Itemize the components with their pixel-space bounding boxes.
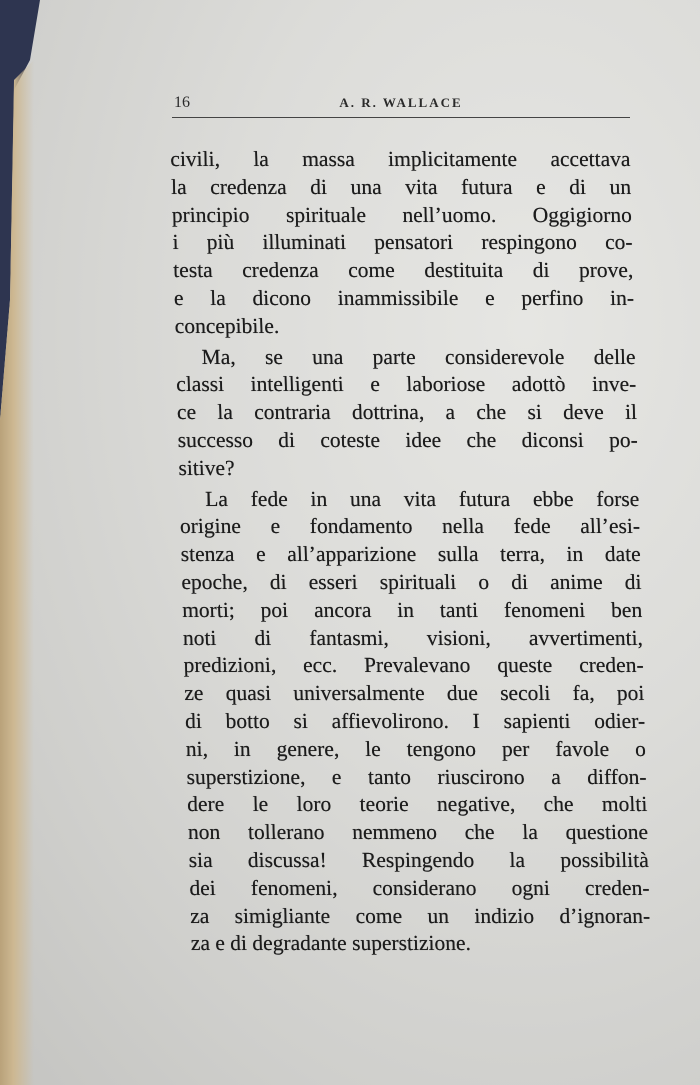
running-title: A. R. WALLACE <box>339 95 463 110</box>
text-line: stenza e all’apparizione sulla terra, in date <box>180 542 642 567</box>
text-line: sitive? <box>178 455 235 480</box>
text-line: za simigliante come un indizio d’ignoran- <box>189 903 651 928</box>
text-line: di botto si affievolirono. I sapienti odier- <box>184 708 646 733</box>
text-line: predizioni, ecc. Prevalevano queste creden- <box>183 653 644 678</box>
page-body-text <box>170 146 651 961</box>
text-line: dei fenomeni, considerano ogni creden- <box>189 875 650 900</box>
page-number: 16 <box>174 94 190 111</box>
text-line: La fede in una vita futura ebbe forse <box>204 486 640 511</box>
page-worn-edge <box>0 40 34 1085</box>
paragraph <box>175 344 639 483</box>
text-line: non tollerano nemmeno che la questione <box>187 820 649 845</box>
text-line: epoche, di esseri spirituali o di anime di <box>181 569 642 594</box>
text-line: sia discussa! Respingendo la possibilità <box>188 847 650 872</box>
text-line: civili, la massa implicitamente accettava <box>170 147 631 171</box>
text-line: principio spirituale nell’uomo. Oggigiorno <box>171 202 633 227</box>
text-line: la credenza di una vita futura e di un <box>170 174 632 199</box>
text-line: concepibile. <box>174 313 280 338</box>
text-line: dere le loro teorie negative, che molti <box>186 792 648 817</box>
paragraph <box>179 486 651 959</box>
text-line: origine e fondamento nella fede all’esi- <box>179 514 641 539</box>
text-line: noti di fantasmi, visioni, avvertimenti, <box>182 625 644 650</box>
text-line: i più illuminati pensatori respingono co- <box>172 230 633 255</box>
text-line: ce la contraria dottrina, a che si deve il <box>176 400 638 425</box>
text-line: ni, in genere, le tengono per favole o <box>185 736 647 761</box>
paragraph <box>170 146 635 341</box>
text-line: ze quasi universalmente due secoli fa, poi <box>184 681 645 706</box>
text-line: testa credenza come destituita di prove, <box>172 258 634 283</box>
page-header <box>172 92 630 118</box>
text-line: successo di coteste idee che diconsi po- <box>177 427 639 452</box>
text-line: e la dicono inammissibile e perfino in- <box>173 285 635 310</box>
text-line: za e di degradante superstizione. <box>190 931 472 956</box>
header-rule <box>172 117 630 118</box>
text-line: superstizione, e tanto riuscirono a diffon- <box>186 764 647 789</box>
text-line: morti; poi ancora in tanti fenomeni ben <box>181 597 643 622</box>
text-line: Ma, se una parte considerevole delle <box>201 344 636 369</box>
text-line: classi intelligenti e laboriose adottò inve- <box>175 372 637 397</box>
